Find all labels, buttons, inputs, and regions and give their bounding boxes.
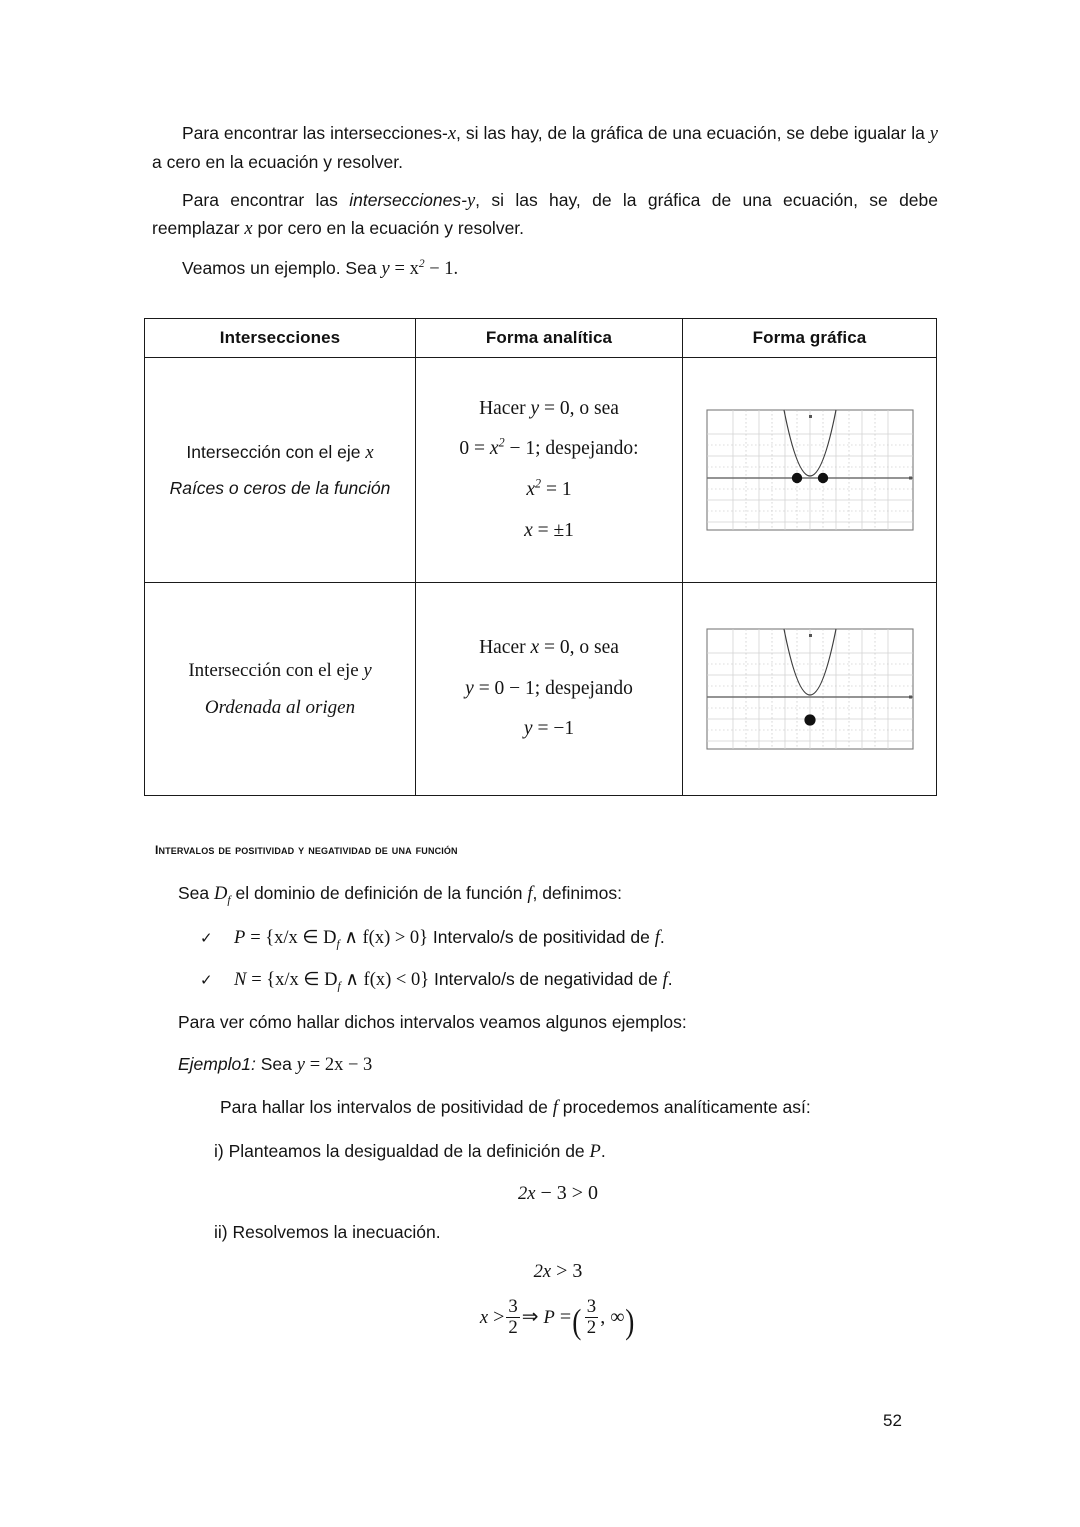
analytic-x-line3: $x^2 = 1$ xyxy=(526,476,572,500)
intro-text-block xyxy=(152,120,938,295)
example1-equation: = 2x − 3 xyxy=(309,1054,373,1075)
paren-close: ) xyxy=(625,1302,635,1342)
analytic-x-line1: Hacer y = 0, o sea xyxy=(479,397,619,419)
graph-y-intercept-parabola xyxy=(706,628,914,750)
implies-icon: ⇒ xyxy=(521,1305,539,1328)
set-p-reference: P xyxy=(589,1142,601,1163)
cell-graph-y xyxy=(683,583,937,796)
cell-graph-x xyxy=(683,358,937,583)
bullet-negatividad: N = {x/x ∈ $D_f$ ∧ f(x) < 0} Intervalo/s de negatividad de f. xyxy=(234,969,673,993)
step-ii: ii) Resolvemos la inecuación. xyxy=(214,1221,441,1242)
p2-seg-c: por cero en la ecuación y resolver. xyxy=(252,218,525,239)
p1-var-x: x xyxy=(447,124,457,144)
p2-seg-a: Para encontrar las xyxy=(182,189,350,210)
intersection-x-var: x xyxy=(365,442,374,463)
paragraph-example-lead xyxy=(152,255,938,284)
domain-subscript: f xyxy=(227,894,231,907)
set-p-symbol: P xyxy=(234,927,246,948)
intersection-y-var: y xyxy=(363,660,372,681)
p3-eq-tail: − 1. xyxy=(429,259,459,280)
page-number: 52 xyxy=(883,1411,902,1430)
intersection-x-line1: Intersección con el eje x xyxy=(186,441,374,463)
equation-inequality-1: 2x − 3 > 0 xyxy=(517,1181,599,1204)
analytic-y-line2: y = 0 − 1; despejando xyxy=(465,677,633,699)
cell-intersection-x xyxy=(145,358,416,583)
intersections-table xyxy=(144,318,937,796)
paragraph-intersections-y xyxy=(152,187,938,244)
analytic-x-line2: $0 = x^2 - 1$; despejando: xyxy=(459,435,639,460)
table-row xyxy=(145,358,937,583)
p2-term: intersecciones- xyxy=(349,189,467,210)
p2-seg-b: , si las hay, de la gráfica de una ecuación, se debe reemplazar xyxy=(152,189,939,239)
definition-lead: Sea $D_f$ el dominio de definición de la función f, definimos: xyxy=(178,883,622,907)
p1-seg-a: Para encontrar las xyxy=(182,123,331,143)
interval-infinity: , ∞ xyxy=(600,1305,625,1328)
equation-solution-interval: x > $\frac{3}{2}$ ⇒ P =( $\frac{3}{2}$ , ∞) xyxy=(479,1296,635,1342)
p1-term: intersecciones- xyxy=(330,123,448,143)
p3-eq-rest: = $x^2 - 1$. xyxy=(394,257,459,280)
intersection-y-line1: Intersección con el eje y xyxy=(188,659,372,681)
function-symbol: f xyxy=(527,884,533,904)
header-forma-analitica: Forma analítica xyxy=(416,319,683,358)
list-item xyxy=(178,925,938,953)
analytic-y-line3: y = −1 xyxy=(523,718,575,740)
intersection-y-line2: Ordenada al origen xyxy=(204,697,356,718)
check-icon: ✓ xyxy=(200,929,213,947)
equation-inequality-2: 2x > 3 xyxy=(533,1260,583,1283)
check-icon: ✓ xyxy=(200,972,213,990)
example1-line: Ejemplo1: Sea y = 2x − 3 xyxy=(178,1053,373,1075)
header-intersecciones: Intersecciones xyxy=(145,319,416,358)
p2-var-y: y xyxy=(466,190,476,211)
p1-var-y: y xyxy=(929,124,938,144)
intersections-table-wrapper xyxy=(144,318,936,796)
p1-seg-b: , si las hay, de la gráfica de una ecuación, se debe igualar la xyxy=(456,123,930,143)
cell-analytic-y xyxy=(416,583,683,796)
analytic-x-line4: x = ±1 xyxy=(524,519,574,541)
paren-open: ( xyxy=(572,1302,582,1342)
intersection-x-line2: Raíces o ceros de la función xyxy=(169,477,391,498)
analytic-y-line1: Hacer x = 0, o sea xyxy=(479,637,619,659)
set-n-symbol: N xyxy=(234,970,247,991)
table-row xyxy=(145,583,937,796)
section-heading-intervalos: intervalos de positividad y negatividad de una función xyxy=(155,840,458,858)
paragraph-intersections-x xyxy=(152,120,938,176)
cell-intersection-y xyxy=(145,583,416,796)
fraction-three-halves: $\frac{3}{2}$ xyxy=(508,1296,518,1338)
graph-roots-parabola xyxy=(706,409,914,531)
domain-symbol: D xyxy=(214,884,228,904)
p3-var-y: y xyxy=(381,259,390,280)
p1-seg-c: a cero en la ecuación y resolver. xyxy=(152,151,403,172)
table-header-row xyxy=(145,319,937,358)
step-i: i) Planteamos la desigualdad de la definición de P. xyxy=(214,1141,606,1163)
paragraph-ver-ejemplos: Para ver cómo hallar dichos intervalos veamos algunos ejemplos: xyxy=(178,1012,687,1033)
p2-var-x: x xyxy=(244,219,253,240)
paragraph-procedimiento: Para hallar los intervalos de positividad de f procedemos analíticamente así: xyxy=(220,1097,811,1119)
list-item xyxy=(178,967,938,995)
example1-label: Ejemplo1: xyxy=(178,1053,256,1074)
example1-y: y xyxy=(296,1054,305,1075)
p3-seg-a: Veamos un ejemplo. Sea xyxy=(182,258,382,279)
section-body xyxy=(178,880,938,1356)
cell-analytic-x xyxy=(416,358,683,583)
fraction-three-halves-2: $\frac{3}{2}$ xyxy=(586,1296,597,1338)
p3-exponent: 2 xyxy=(418,257,425,270)
bullet-positividad: P = {x/x ∈ $D_f$ ∧ f(x) > 0} Intervalo/s de positividad de f. xyxy=(234,926,665,951)
header-forma-grafica: Forma gráfica xyxy=(683,319,937,358)
